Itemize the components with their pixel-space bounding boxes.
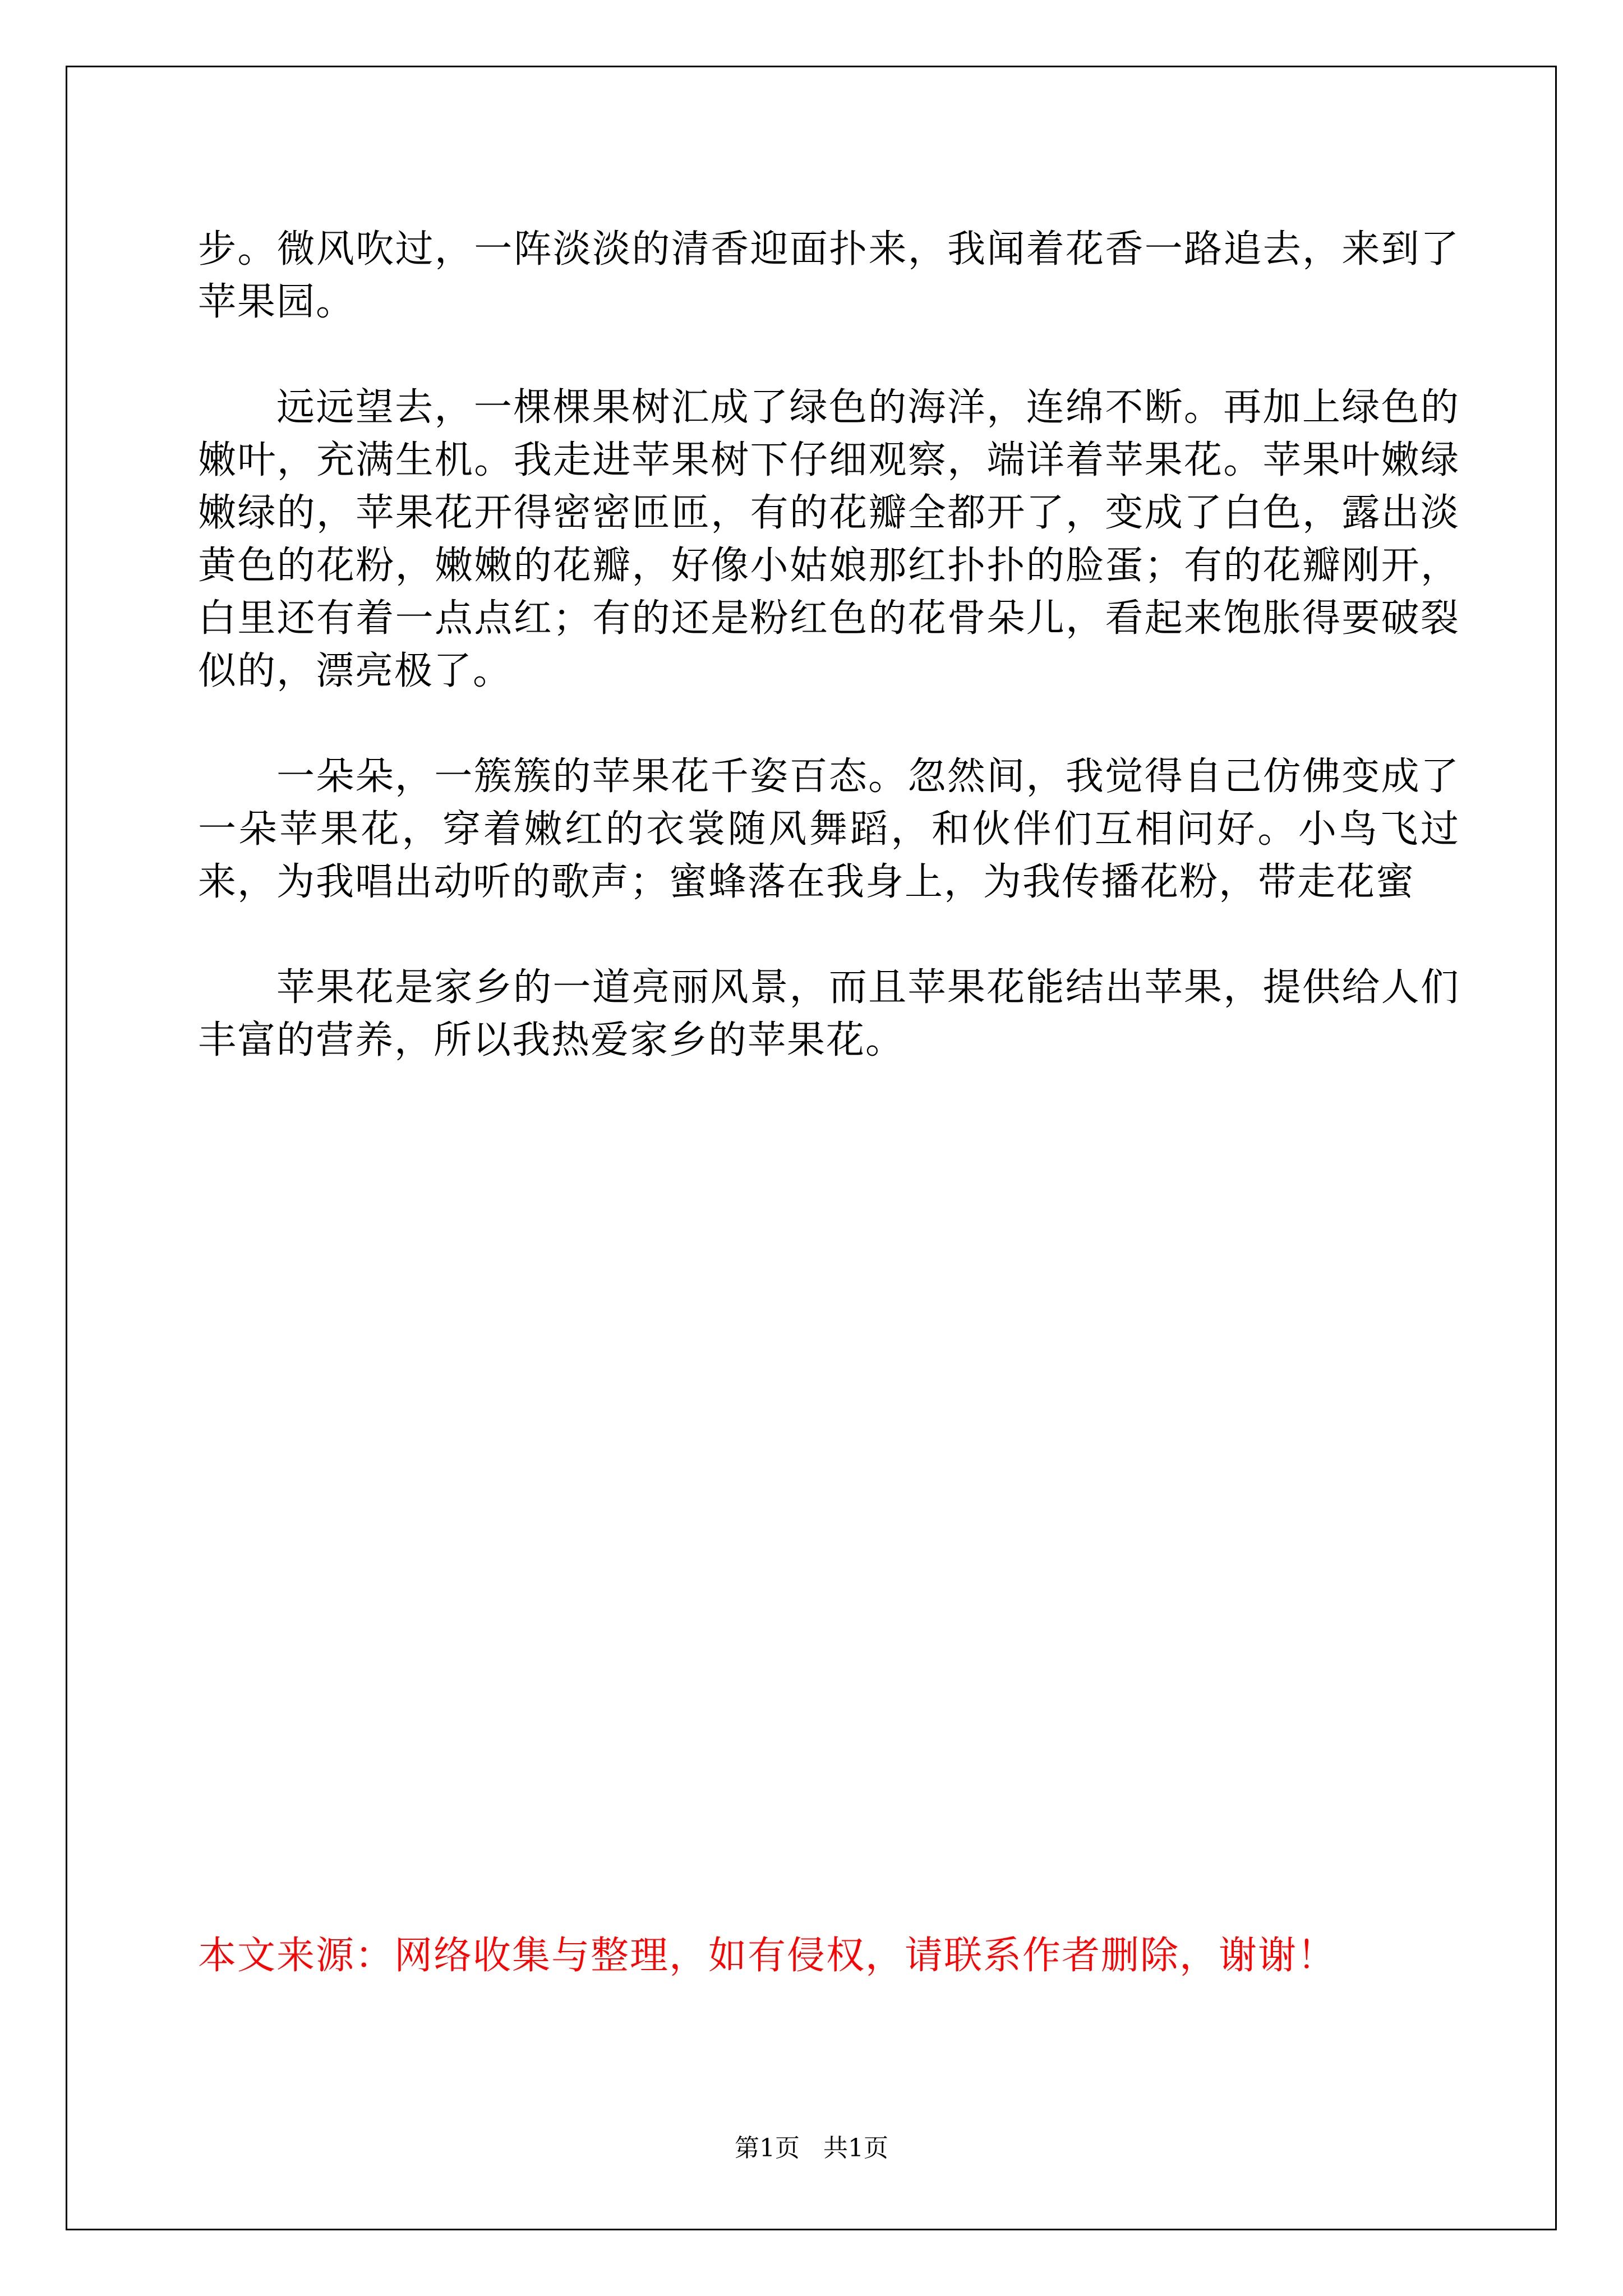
paragraph-4: 苹果花是家乡的一道亮丽风景，而且苹果花能结出苹果，提供给人们丰富的营养，所以我热爱家乡的苹果花。 [198, 965, 1460, 1062]
paragraph-1: 步。微风吹过，一阵淡淡的清香迎面扑来，我闻着花香一路追去，来到了苹果园。 [198, 227, 1460, 324]
source-disclaimer: 本文来源：网络收集与整理，如有侵权，请联系作者删除，谢谢！ [198, 1934, 1337, 1978]
document-body [198, 223, 1460, 1067]
page-number-footer: 第1页 共1页 [735, 2134, 888, 2162]
paragraph-3: 一朵朵，一簇簇的苹果花千姿百态。忽然间，我觉得自己仿佛变成了一朵苹果花，穿着嫩红的衣裳随风舞蹈，和伙伴们互相问好。小鸟飞过来，为我唱出动听的歌声；蜜蜂落在我身上，为我传播花粉，带走花蜜 [198, 754, 1460, 904]
paragraph-2: 远远望去，一棵棵果树汇成了绿色的海洋，连绵不断。再加上绿色的嫩叶，充满生机。我走进苹果树下仔细观察，端详着苹果花。苹果叶嫩绿嫩绿的，苹果花开得密密匝匝，有的花瓣全都开了，变成了白色，露出淡黄色的花粉，嫩嫩的花瓣，好像小姑娘那红扑扑的脸蛋；有的花瓣刚开，白里还有着一点点红；有的还是粉红色的花骨朵儿，看起来饱胀得要破裂似的，漂亮极了。 [198, 385, 1460, 693]
